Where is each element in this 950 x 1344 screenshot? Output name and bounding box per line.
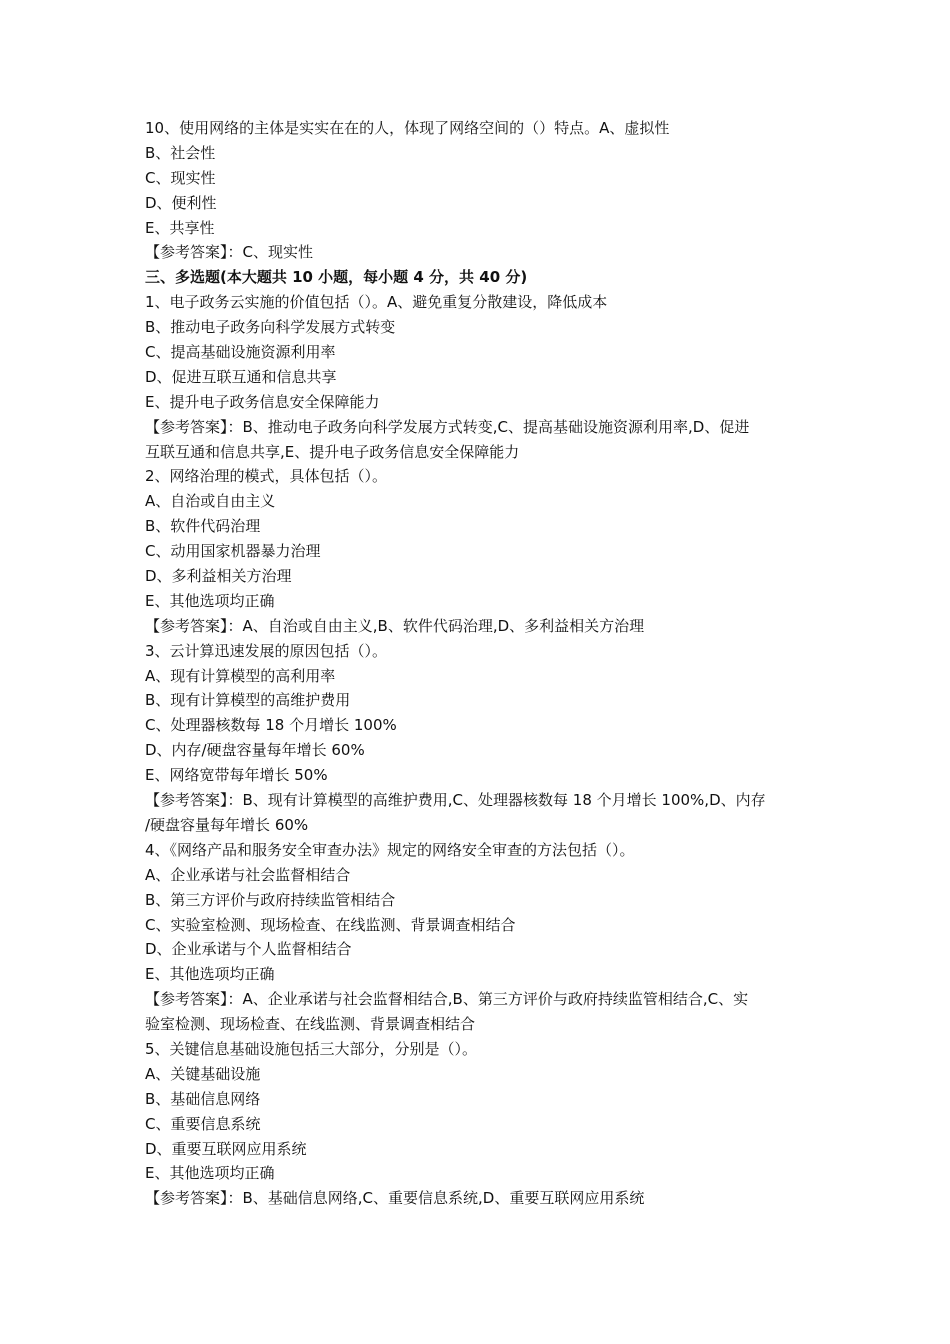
question-line: 2、网络治理的模式，具体包括（）。	[145, 467, 388, 486]
text-line: /硬盘容量每年增长 60%	[145, 815, 309, 834]
option-line: C、提高基础设施资源利用率	[145, 343, 336, 362]
option-line: D、多利益相关方治理	[145, 567, 292, 586]
option-line: E、其他选项均正确	[145, 591, 275, 610]
answer-line: 【参考答案】：B、推动电子政务向科学发展方式转变,C、提高基础设施资源利用率,D、促进	[145, 417, 750, 436]
option-line: E、其他选项均正确	[145, 1164, 275, 1183]
option-line: E、网络宽带每年增长 50%	[145, 766, 328, 785]
option-line: A、企业承诺与社会监督相结合	[145, 865, 351, 884]
option-line: B、现有计算模型的高维护费用	[145, 691, 351, 710]
option-line: D、便利性	[145, 193, 217, 212]
option-line: E、提升电子政务信息安全保障能力	[145, 392, 380, 411]
option-line: C、动用国家机器暴力治理	[145, 542, 321, 561]
option-line: B、社会性	[145, 143, 216, 162]
option-line: E、其他选项均正确	[145, 965, 275, 984]
option-line: A、关键基础设施	[145, 1064, 261, 1083]
option-line: A、现有计算模型的高利用率	[145, 666, 336, 685]
option-line: A、自治或自由主义	[145, 492, 276, 511]
option-line: C、实验室检测、现场检查、在线监测、背景调查相结合	[145, 915, 516, 934]
option-line: B、基础信息网络	[145, 1089, 261, 1108]
option-line: B、软件代码治理	[145, 517, 261, 536]
text-line: 互联互通和信息共享,E、提升电子政务信息安全保障能力	[145, 442, 520, 461]
question-line: 1、电子政务云实施的价值包括（）。A、避免重复分散建设，降低成本	[145, 293, 608, 312]
question-line: 5、关键信息基础设施包括三大部分，分别是（）。	[145, 1039, 478, 1058]
question-line: 10、使用网络的主体是实实在在的人，体现了网络空间的（）特点。A、虚拟性	[145, 119, 670, 137]
option-line: D、促进互联互通和信息共享	[145, 367, 337, 386]
answer-line: 【参考答案】：B、现有计算模型的高维护费用,C、处理器核数每 18 个月增长 100%,D、内存	[145, 791, 766, 810]
option-line: D、内存/硬盘容量每年增长 60%	[145, 741, 365, 760]
option-line: C、重要信息系统	[145, 1114, 261, 1133]
answer-line: 【参考答案】：C、现实性	[145, 243, 313, 262]
question-line: 4、《网络产品和服务安全审查办法》规定的网络安全审查的方法包括（）。	[145, 840, 635, 859]
option-line: C、现实性	[145, 168, 216, 187]
question-line: 3、云计算迅速发展的原因包括（）。	[145, 641, 388, 660]
option-line: C、处理器核数每 18 个月增长 100%	[145, 716, 397, 735]
answer-line: 【参考答案】：B、基础信息网络,C、重要信息系统,D、重要互联网应用系统	[145, 1189, 645, 1208]
document-body	[145, 116, 815, 1211]
section-heading: 三、多选题(本大题共 10 小题，每小题 4 分，共 40 分)	[145, 268, 528, 287]
option-line: D、重要互联网应用系统	[145, 1139, 307, 1158]
option-line: D、企业承诺与个人监督相结合	[145, 940, 352, 959]
answer-line: 【参考答案】：A、自治或自由主义,B、软件代码治理,D、多利益相关方治理	[145, 616, 645, 635]
option-line: E、共享性	[145, 218, 215, 237]
text-line: 验室检测、现场检查、在线监测、背景调查相结合	[145, 1015, 476, 1034]
answer-line: 【参考答案】：A、企业承诺与社会监督相结合,B、第三方评价与政府持续监管相结合,C、实	[145, 990, 749, 1009]
option-line: B、第三方评价与政府持续监管相结合	[145, 890, 396, 909]
option-line: B、推动电子政务向科学发展方式转变	[145, 318, 396, 337]
